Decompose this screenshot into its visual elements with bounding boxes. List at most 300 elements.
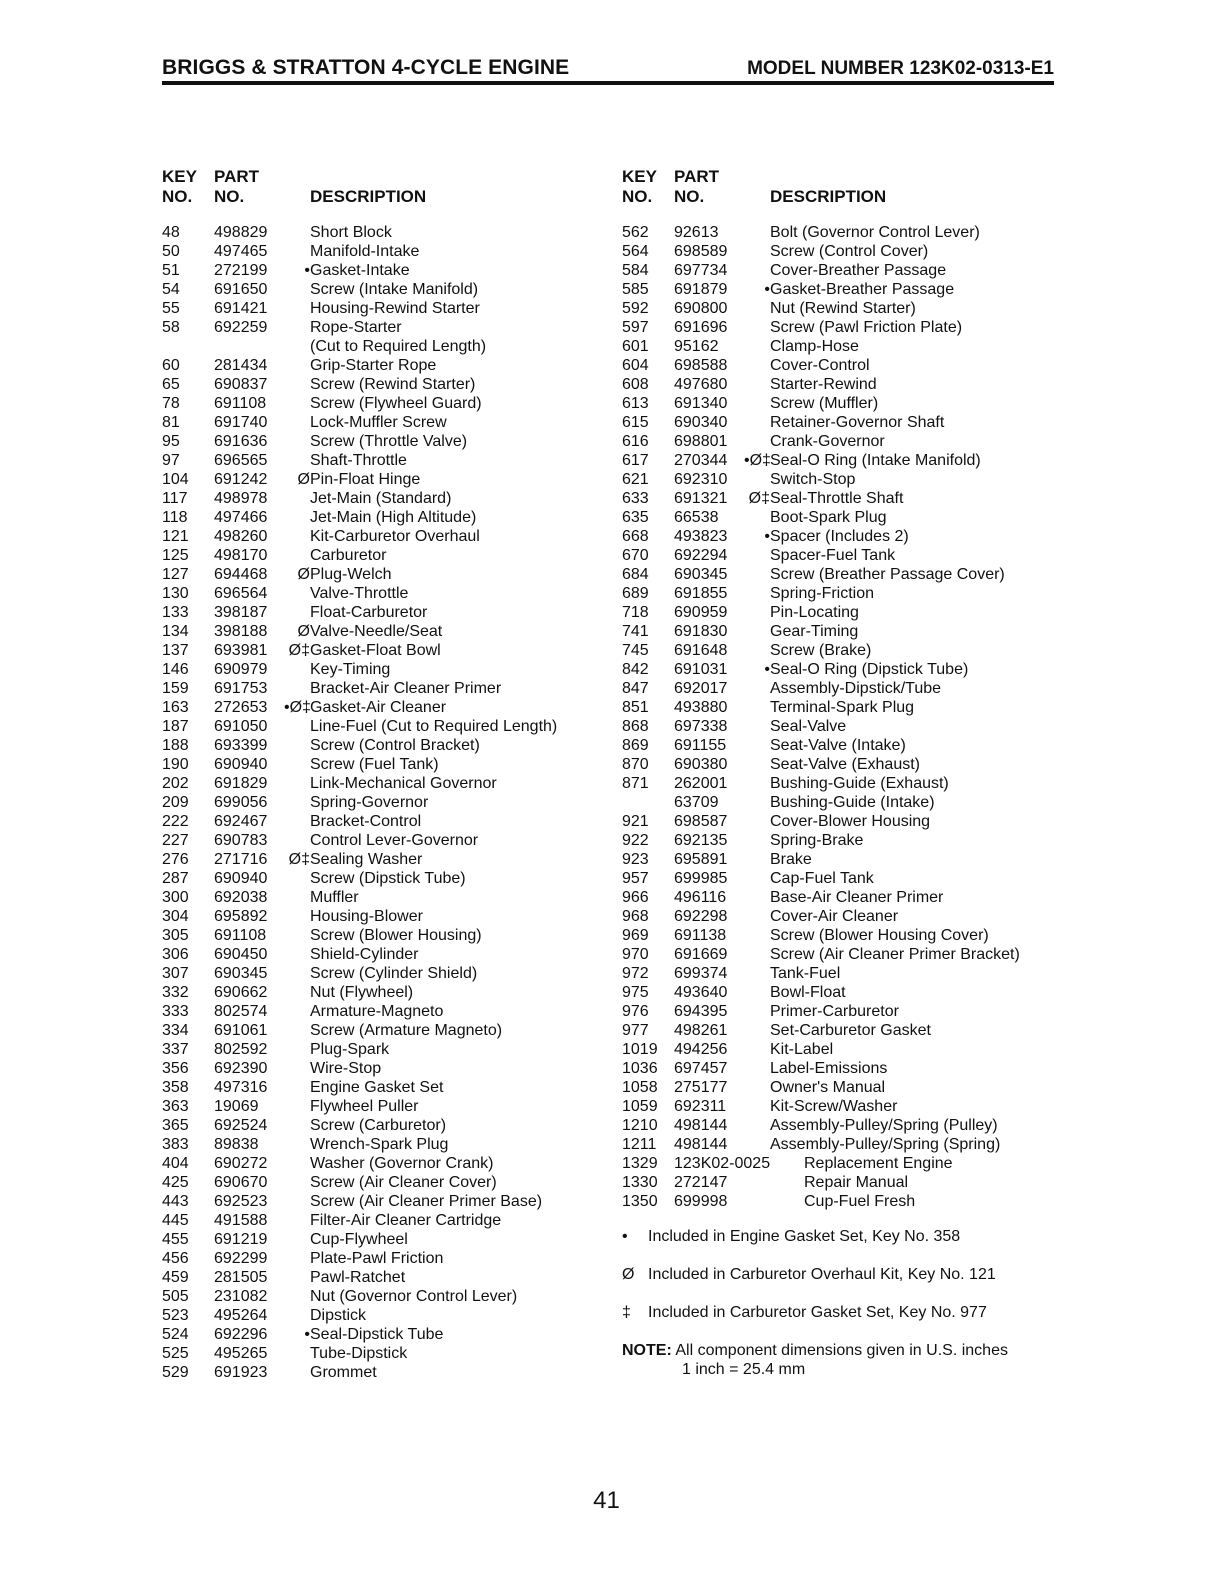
- note-text: Included in Carburetor Overhaul Kit, Key No. 121: [648, 1266, 996, 1283]
- part-description: Seat-Valve (Intake): [770, 737, 906, 754]
- part-number: 698801: [674, 433, 728, 450]
- part-description: Seal-Dipstick Tube: [310, 1326, 444, 1343]
- part-description: Nut (Rewind Starter): [770, 300, 916, 317]
- parts-row: [162, 280, 612, 299]
- parts-row: [162, 983, 612, 1002]
- part-description: Gear-Timing: [770, 623, 859, 640]
- key-number: 957: [622, 870, 649, 887]
- part-number: 692523: [214, 1193, 268, 1210]
- key-number: 684: [622, 566, 649, 583]
- key-number: 869: [622, 737, 649, 754]
- part-number: 398188: [214, 623, 268, 640]
- key-number: 78: [162, 395, 180, 412]
- key-number: 121: [162, 528, 189, 545]
- kit-marker: Ø: [297, 471, 310, 488]
- bullet-symbol: •: [622, 1228, 628, 1245]
- part-description: Screw (Control Bracket): [310, 737, 480, 754]
- key-number: 287: [162, 870, 189, 887]
- part-description: Key-Timing: [310, 661, 391, 678]
- parts-row: [162, 660, 612, 679]
- parts-row: [622, 850, 1062, 869]
- key-number: 1036: [622, 1060, 658, 1077]
- key-number: 51: [162, 262, 180, 279]
- part-number: 270344: [674, 452, 728, 469]
- key-no-header: KEY NO.: [622, 167, 657, 206]
- part-number: 691648: [674, 642, 728, 659]
- parts-row: [162, 1097, 612, 1116]
- part-description: Line-Fuel (Cut to Required Length): [310, 718, 558, 735]
- part-description: Screw (Intake Manifold): [310, 281, 479, 298]
- parts-row: [162, 679, 612, 698]
- key-number: 130: [162, 585, 189, 602]
- parts-row: [622, 508, 1062, 527]
- part-description: Gasket-Float Bowl: [310, 642, 441, 659]
- part-number: 802574: [214, 1003, 268, 1020]
- part-number: 495265: [214, 1345, 268, 1362]
- key-number: 137: [162, 642, 189, 659]
- part-number: 802592: [214, 1041, 268, 1058]
- parts-row: [622, 375, 1062, 394]
- part-description: Lock-Muffler Screw: [310, 414, 447, 431]
- part-description: Rope-Starter: [310, 319, 402, 336]
- key-number: 621: [622, 471, 649, 488]
- part-number: 690800: [674, 300, 728, 317]
- key-number: 65: [162, 376, 180, 393]
- part-description: Screw (Armature Magneto): [310, 1022, 503, 1039]
- part-number: 692296: [214, 1326, 268, 1343]
- key-number: 425: [162, 1174, 189, 1191]
- part-description: Screw (Muffler): [770, 395, 879, 412]
- parts-row: [162, 812, 612, 831]
- parts-row: [162, 489, 612, 508]
- note-overhaul-kit: [622, 1265, 1062, 1284]
- parts-row: [162, 774, 612, 793]
- parts-row: [622, 565, 1062, 584]
- part-description: Kit-Carburetor Overhaul: [310, 528, 480, 545]
- part-number: 691050: [214, 718, 268, 735]
- column-headers: [162, 167, 612, 207]
- part-number: 690450: [214, 946, 268, 963]
- parts-row: [622, 1078, 1062, 1097]
- parts-row: [162, 869, 612, 888]
- parts-list-right: [622, 223, 1062, 1154]
- key-number: 365: [162, 1117, 189, 1134]
- parts-row: [622, 432, 1062, 451]
- key-number: 562: [622, 224, 649, 241]
- parts-row: [162, 1173, 612, 1192]
- part-number: 691219: [214, 1231, 268, 1248]
- key-number: 970: [622, 946, 649, 963]
- part-number: 692524: [214, 1117, 268, 1134]
- part-description: Grommet: [310, 1364, 377, 1381]
- part-description: Retainer-Governor Shaft: [770, 414, 945, 431]
- part-description: Label-Emissions: [770, 1060, 888, 1077]
- key-number: 584: [622, 262, 649, 279]
- key-number: 617: [622, 452, 649, 469]
- parts-row: [162, 717, 612, 736]
- key-number: 187: [162, 718, 189, 735]
- part-number: 691650: [214, 281, 268, 298]
- key-number: 332: [162, 984, 189, 1001]
- parts-row: [162, 736, 612, 755]
- part-number: 496116: [674, 889, 727, 906]
- key-number: 975: [622, 984, 649, 1001]
- key-number: 443: [162, 1193, 189, 1210]
- parts-row: [162, 394, 612, 413]
- part-description: Spring-Brake: [770, 832, 864, 849]
- part-number: 692311: [674, 1098, 727, 1115]
- parts-row: [622, 584, 1062, 603]
- parts-row: [162, 584, 612, 603]
- part-number: 691829: [214, 775, 268, 792]
- parts-row: [162, 1059, 612, 1078]
- parts-list-right-extra: [622, 1154, 1062, 1211]
- part-number: 690670: [214, 1174, 268, 1191]
- part-number: 491588: [214, 1212, 268, 1229]
- part-description: Wire-Stop: [310, 1060, 382, 1077]
- key-number: 54: [162, 281, 180, 298]
- key-number: 459: [162, 1269, 189, 1286]
- key-number: 851: [622, 699, 649, 716]
- part-number: 19069: [214, 1098, 259, 1115]
- part-description: Gasket-Breather Passage: [770, 281, 955, 298]
- part-description: Nut (Flywheel): [310, 984, 414, 1001]
- parts-row: [162, 641, 612, 660]
- parts-row: [162, 470, 612, 489]
- key-number: 159: [162, 680, 189, 697]
- key-number: 1350: [622, 1193, 658, 1210]
- part-description: Cover-Control: [770, 357, 870, 374]
- part-description: Spring-Governor: [310, 794, 429, 811]
- key-number: 383: [162, 1136, 189, 1153]
- part-description: Bowl-Float: [770, 984, 846, 1001]
- part-number: 697734: [674, 262, 728, 279]
- key-number: 58: [162, 319, 180, 336]
- part-number: 493640: [674, 984, 728, 1001]
- part-number: 692390: [214, 1060, 268, 1077]
- parts-row: [622, 242, 1062, 261]
- key-number: 333: [162, 1003, 189, 1020]
- part-description: Screw (Breather Passage Cover): [770, 566, 1005, 583]
- parts-row: [622, 1021, 1062, 1040]
- key-number: 972: [622, 965, 649, 982]
- parts-row: [622, 793, 1062, 812]
- key-number: 668: [622, 528, 649, 545]
- part-number: 691830: [674, 623, 728, 640]
- parts-row: [622, 907, 1062, 926]
- part-number: 698589: [674, 243, 728, 260]
- part-no-header: PART NO.: [674, 167, 720, 206]
- part-description: Armature-Magneto: [310, 1003, 444, 1020]
- key-number: 525: [162, 1345, 189, 1362]
- key-number: 337: [162, 1041, 189, 1058]
- key-number: 227: [162, 832, 189, 849]
- key-number: 163: [162, 699, 189, 716]
- part-number: 690979: [214, 661, 268, 678]
- kit-marker: •: [764, 661, 770, 678]
- part-description: Screw (Brake): [770, 642, 872, 659]
- parts-row: [162, 565, 612, 584]
- parts-column-right: [622, 167, 1062, 1379]
- part-number: 231082: [214, 1288, 268, 1305]
- part-number: 498144: [674, 1117, 728, 1134]
- part-number: 691855: [674, 585, 728, 602]
- key-number: 356: [162, 1060, 189, 1077]
- parts-row: [622, 489, 1062, 508]
- part-description: Valve-Needle/Seat: [310, 623, 443, 640]
- parts-row: [622, 223, 1062, 242]
- parts-row: [162, 1230, 612, 1249]
- parts-row: [622, 641, 1062, 660]
- parts-row: [622, 318, 1062, 337]
- key-number: 81: [162, 414, 180, 431]
- key-number: 564: [622, 243, 649, 260]
- parts-row: [622, 755, 1062, 774]
- parts-row: [622, 736, 1062, 755]
- part-description: Engine Gasket Set: [310, 1079, 444, 1096]
- part-number: 272147: [674, 1174, 728, 1191]
- part-description: Housing-Blower: [310, 908, 423, 925]
- part-number: 690837: [214, 376, 268, 393]
- note-gasket-set: [622, 1227, 1062, 1246]
- part-description: Seal-Throttle Shaft: [770, 490, 904, 507]
- part-description: Gasket-Intake: [310, 262, 410, 279]
- part-number: 691696: [674, 319, 728, 336]
- part-number: 275177: [674, 1079, 728, 1096]
- part-description: Screw (Fuel Tank): [310, 756, 439, 773]
- part-description: Assembly-Pulley/Spring (Pulley): [770, 1117, 998, 1134]
- parts-row: [622, 1192, 1062, 1211]
- part-number: 498170: [214, 547, 268, 564]
- key-number: 455: [162, 1231, 189, 1248]
- dagger-symbol: ‡: [622, 1304, 631, 1321]
- key-number: 276: [162, 851, 189, 868]
- key-number: 1059: [622, 1098, 658, 1115]
- parts-row: [162, 375, 612, 394]
- key-number: 146: [162, 661, 189, 678]
- key-number: 358: [162, 1079, 189, 1096]
- part-description: Flywheel Puller: [310, 1098, 419, 1115]
- parts-row: [162, 1325, 612, 1344]
- part-number: 694395: [674, 1003, 728, 1020]
- key-number: 977: [622, 1022, 649, 1039]
- part-number: 281505: [214, 1269, 268, 1286]
- part-description: Float-Carburetor: [310, 604, 428, 621]
- parts-row: [622, 1059, 1062, 1078]
- part-description: Cup-Flywheel: [310, 1231, 408, 1248]
- part-description: Assembly-Dipstick/Tube: [770, 680, 942, 697]
- parts-row: [622, 679, 1062, 698]
- parts-row: [622, 527, 1062, 546]
- part-number: 691340: [674, 395, 728, 412]
- key-number: 741: [622, 623, 649, 640]
- key-number: 307: [162, 965, 189, 982]
- parts-row: [162, 223, 612, 242]
- parts-row: [162, 1249, 612, 1268]
- part-description: Jet-Main (High Altitude): [310, 509, 477, 526]
- part-number: 494256: [674, 1041, 728, 1058]
- parts-row: [622, 945, 1062, 964]
- key-no-header: KEY NO.: [162, 167, 197, 206]
- part-number: 692298: [674, 908, 728, 925]
- key-number: 923: [622, 851, 649, 868]
- part-number: 696565: [214, 452, 268, 469]
- part-number: 691923: [214, 1364, 268, 1381]
- part-description: Gasket-Air Cleaner: [310, 699, 447, 716]
- part-description: Nut (Governor Control Lever): [310, 1288, 518, 1305]
- part-number: 697457: [674, 1060, 728, 1077]
- part-number: 697338: [674, 718, 728, 735]
- parts-row: [622, 888, 1062, 907]
- part-description: Valve-Throttle: [310, 585, 409, 602]
- parts-row: [162, 1211, 612, 1230]
- key-number: 134: [162, 623, 189, 640]
- parts-row: [162, 299, 612, 318]
- key-number: 133: [162, 604, 189, 621]
- part-description: Cover-Air Cleaner: [770, 908, 899, 925]
- part-description: Base-Air Cleaner Primer: [770, 889, 944, 906]
- part-number: 498144: [674, 1136, 728, 1153]
- parts-row: [162, 793, 612, 812]
- key-number: 616: [622, 433, 649, 450]
- part-description: Bushing-Guide (Intake): [770, 794, 935, 811]
- parts-row: [622, 337, 1062, 356]
- part-number: 695891: [674, 851, 728, 868]
- part-number: 692017: [674, 680, 728, 697]
- parts-row: [162, 1344, 612, 1363]
- parts-row: [162, 622, 612, 641]
- description-header: DESCRIPTION: [770, 187, 887, 206]
- kit-marker: Ø: [297, 566, 310, 583]
- parts-row: [622, 831, 1062, 850]
- parts-list-left: [162, 223, 612, 1382]
- key-number: 209: [162, 794, 189, 811]
- parts-row: [622, 1097, 1062, 1116]
- key-number: 670: [622, 547, 649, 564]
- key-number: 635: [622, 509, 649, 526]
- part-description: Pin-Float Hinge: [310, 471, 421, 488]
- key-number: 608: [622, 376, 649, 393]
- parts-row: [622, 261, 1062, 280]
- key-number: 615: [622, 414, 649, 431]
- key-number: 97: [162, 452, 180, 469]
- key-number: 592: [622, 300, 649, 317]
- key-number: 1329: [622, 1155, 658, 1172]
- part-description: Screw (Control Cover): [770, 243, 929, 260]
- part-description: Spring-Friction: [770, 585, 875, 602]
- part-number: 691636: [214, 433, 268, 450]
- part-number: 692294: [674, 547, 728, 564]
- parts-row: [622, 812, 1062, 831]
- part-number: 691740: [214, 414, 268, 431]
- key-number: 689: [622, 585, 649, 602]
- key-number: 60: [162, 357, 180, 374]
- parts-row: [622, 660, 1062, 679]
- part-number: 272653: [214, 699, 268, 716]
- key-number: 188: [162, 737, 189, 754]
- part-number: 699056: [214, 794, 268, 811]
- part-number: 690380: [674, 756, 728, 773]
- part-number: 691061: [214, 1022, 268, 1039]
- part-number: 691669: [674, 946, 728, 963]
- part-description: Grip-Starter Rope: [310, 357, 437, 374]
- part-description: Shaft-Throttle: [310, 452, 407, 469]
- parts-row: [162, 432, 612, 451]
- kit-marker: Ø‡: [288, 851, 310, 868]
- key-number: 305: [162, 927, 189, 944]
- part-number: 497465: [214, 243, 268, 260]
- parts-row: [162, 527, 612, 546]
- parts-row: [162, 1116, 612, 1135]
- key-number: 601: [622, 338, 649, 355]
- part-number: 691242: [214, 471, 268, 488]
- key-number: 969: [622, 927, 649, 944]
- parts-row: [162, 1078, 612, 1097]
- part-number: 272199: [214, 262, 268, 279]
- note-carb-gasket-set: [622, 1303, 1062, 1322]
- parts-row: [622, 356, 1062, 375]
- key-number: 127: [162, 566, 189, 583]
- part-number: 691138: [674, 927, 727, 944]
- part-number: 690662: [214, 984, 268, 1001]
- part-number: 691108: [214, 395, 267, 412]
- parts-row: [162, 508, 612, 527]
- key-number: 1211: [622, 1136, 657, 1153]
- parts-row: [162, 603, 612, 622]
- document-title: BRIGGS & STRATTON 4-CYCLE ENGINE: [162, 56, 570, 79]
- key-number: 445: [162, 1212, 189, 1229]
- part-number: 694468: [214, 566, 268, 583]
- parts-row: [622, 280, 1062, 299]
- description-header: DESCRIPTION: [310, 187, 427, 206]
- kit-marker: Ø‡: [288, 642, 310, 659]
- parts-row: [622, 413, 1062, 432]
- part-description: Seat-Valve (Exhaust): [770, 756, 920, 773]
- part-number: 693399: [214, 737, 268, 754]
- parts-row: [162, 831, 612, 850]
- part-number: 690959: [674, 604, 728, 621]
- part-description: Terminal-Spark Plug: [770, 699, 915, 716]
- kit-marker: •: [304, 262, 310, 279]
- part-number: 493880: [674, 699, 728, 716]
- part-number: 498978: [214, 490, 268, 507]
- parts-row: [622, 1116, 1062, 1135]
- parts-row: [622, 1154, 1062, 1173]
- part-description: Repair Manual: [804, 1174, 909, 1191]
- key-number: 871: [622, 775, 649, 792]
- part-number: 691753: [214, 680, 268, 697]
- parts-row: [162, 1306, 612, 1325]
- part-description: Tank-Fuel: [770, 965, 841, 982]
- parts-row: [162, 698, 612, 717]
- conversion-note: 1 inch = 25.4 mm: [682, 1361, 806, 1378]
- parts-row: [162, 242, 612, 261]
- key-number: 1019: [622, 1041, 658, 1058]
- parts-row: [622, 717, 1062, 736]
- part-number: 698587: [674, 813, 728, 830]
- parts-row: [162, 907, 612, 926]
- key-number: 1330: [622, 1174, 658, 1191]
- part-number: 699985: [674, 870, 728, 887]
- part-number: 498261: [674, 1022, 728, 1039]
- part-number: 692467: [214, 813, 268, 830]
- part-number: 66538: [674, 509, 719, 526]
- key-number: 117: [162, 490, 188, 507]
- parts-row: [162, 1040, 612, 1059]
- key-number: 524: [162, 1326, 189, 1343]
- column-headers: [622, 167, 1062, 207]
- key-number: 922: [622, 832, 649, 849]
